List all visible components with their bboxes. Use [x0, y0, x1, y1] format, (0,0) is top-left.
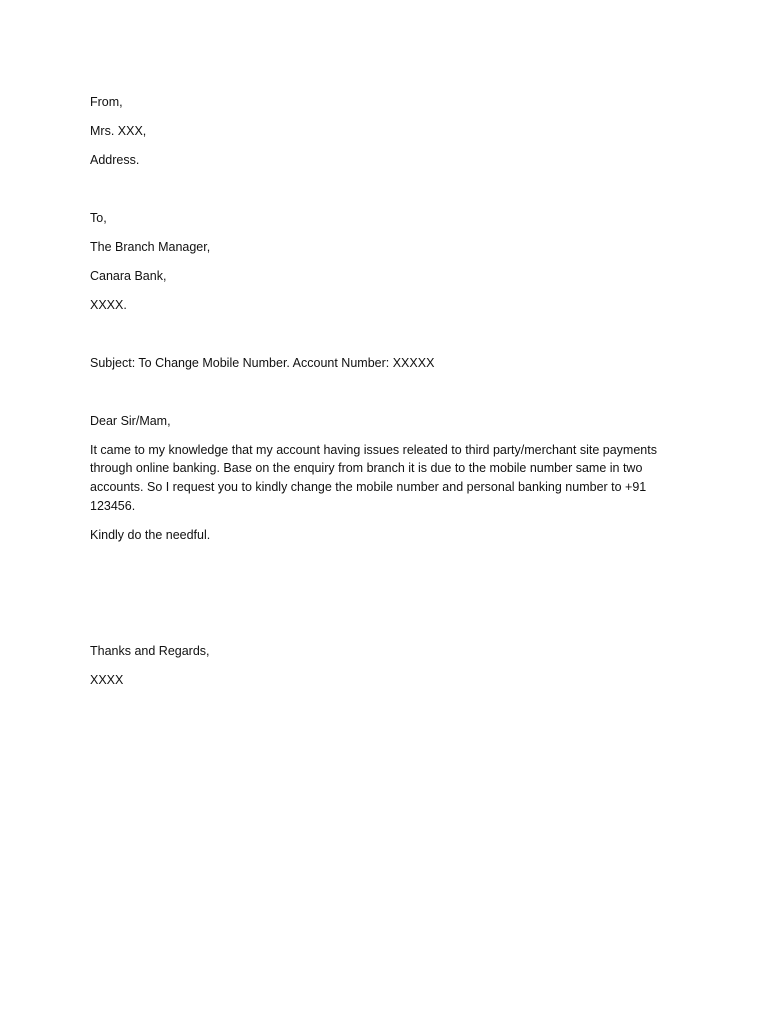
body-paragraph [90, 441, 690, 515]
recipient-title: The Branch Manager, [90, 239, 211, 254]
sender-address: Address. [90, 152, 140, 167]
to-label: To, [90, 210, 107, 225]
sender-name: Mrs. XXX, [90, 123, 147, 138]
subject-account-number: XXXXX [389, 355, 435, 370]
salutation: Dear Sir/Mam, [90, 413, 171, 428]
letter-content [90, 93, 690, 689]
recipient-address: XXXX. [90, 297, 127, 312]
body-line: accounts. So I request you to kindly change the mobile number and personal banking number to +91 [90, 480, 647, 495]
signoff: Thanks and Regards, [90, 643, 210, 658]
signature: XXXX [90, 672, 124, 687]
body-line: 123456. [90, 498, 136, 513]
body-line: through online banking. Base on the enquiry from branch it is due to the mobile number same in two [90, 461, 643, 476]
body-line: It came to my knowledge that my account having issues releated to third party/merchant site payments [90, 442, 657, 457]
closing-request: Kindly do the needful. [90, 527, 211, 542]
subject-text: Subject: To Change Mobile Number. Account Number: [90, 355, 390, 370]
from-label: From, [90, 95, 123, 109]
recipient-bank: Canara Bank, [90, 268, 167, 283]
subject-line [90, 354, 690, 373]
